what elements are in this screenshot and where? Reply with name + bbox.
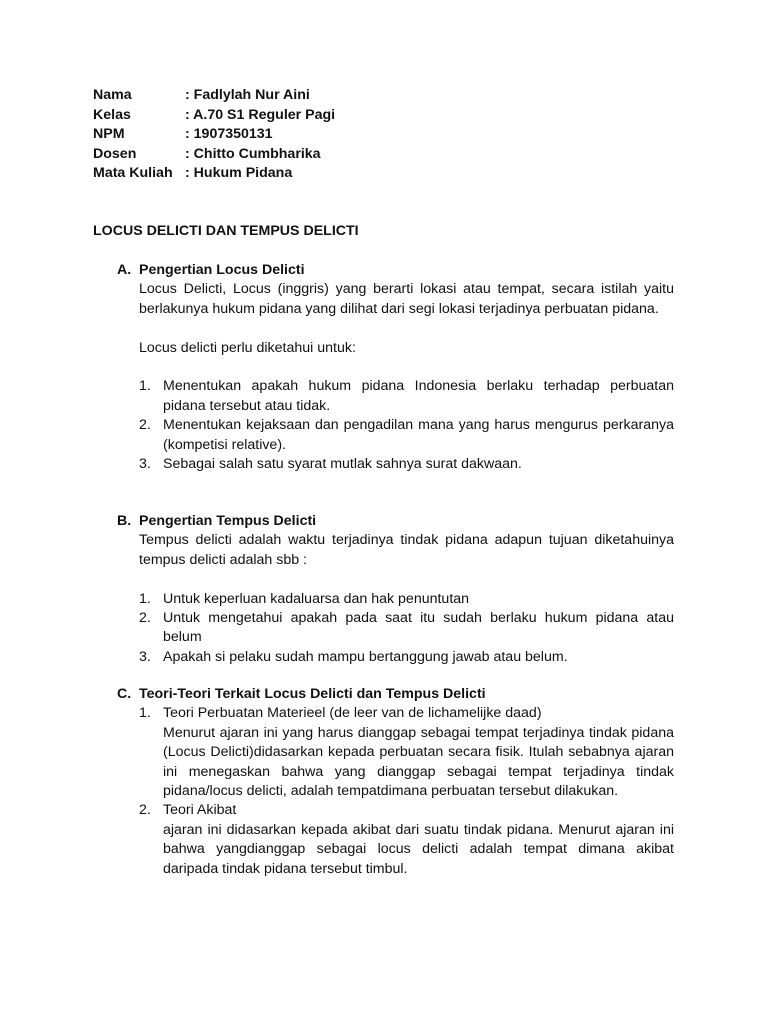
info-label: Nama — [93, 87, 132, 103]
list-text — [163, 704, 674, 801]
section-heading — [117, 261, 674, 280]
info-value: : Chitto Cumbharika — [185, 145, 321, 162]
info-label: Kelas — [93, 106, 131, 123]
section-letter: B. — [117, 513, 132, 529]
info-row-kelas — [93, 106, 335, 126]
section-title: Pengertian Tempus Delicti — [139, 513, 317, 529]
info-value: : Hukum Pidana — [185, 165, 293, 182]
info-value: : 1907350131 — [185, 126, 273, 143]
list-text: Untuk keperluan kadaluarsa dan hak penuntutan — [163, 590, 470, 607]
theory-title: Teori Akibat — [163, 802, 237, 819]
list-number: 1. — [139, 705, 151, 722]
list-item — [139, 377, 674, 416]
list-item — [139, 416, 674, 455]
info-value: : A.70 S1 Reguler Pagi — [185, 106, 336, 123]
info-row-mata-kuliah — [93, 164, 335, 184]
list-number: 2. — [139, 417, 151, 434]
section-a — [117, 261, 674, 474]
section-heading — [117, 685, 674, 704]
student-info-block — [93, 86, 335, 184]
list-text: Menentukan apakah hukum pidana Indonesia berlaku terhadap perbuatan pidana tersebut atau tidak. — [163, 378, 674, 414]
section-letter: C. — [117, 686, 132, 702]
list-text: Menentukan kejaksaan dan pengadilan mana yang harus mengurus perkaranya (kompetisi relative). — [163, 417, 674, 453]
list-number: 3. — [139, 456, 151, 473]
section-letter: A. — [117, 262, 132, 278]
list-number: 1. — [139, 590, 151, 607]
list-number: 3. — [139, 648, 151, 665]
section-paragraph: Locus Delicti, Locus (inggris) yang berarti lokasi atau tempat, secara istilah yaitu berlakunya hukum pidana yang dilihat dari segi lokasi terjadinya perbuatan pidana. — [139, 281, 674, 317]
section-b — [117, 512, 674, 667]
section-heading — [117, 512, 674, 531]
section-title: Teori-Teori Terkait Locus Delicti dan Tempus Delicti — [139, 686, 486, 702]
theory-body: Menurut ajaran ini yang harus dianggap sebagai tempat terjadinya tindak pidana (Locus Delicti)didasarkan kepada perbuatan secara fisik. Itulah sebabnya ajaran ini menegaskan bahwa yang dianggap sebagai tempat terjadinya tindak pidana/locus delicti, adalah tempatdimana perbuatan tersebut dilakukan. — [163, 724, 674, 800]
theory-body: ajaran ini didasarkan kepada akibat dari suatu tindak pidana. Menurut ajaran ini bahwa yangdianggap sebagai locus delicti adalah tempat dimana akibat daripada tindak pidana tersebut timbul. — [163, 821, 674, 877]
list-text — [163, 801, 674, 879]
list-item — [139, 801, 674, 879]
list-number: 2. — [139, 610, 151, 627]
list-item — [139, 590, 674, 609]
info-label: Mata Kuliah — [93, 165, 173, 182]
list-number: 1. — [139, 378, 151, 395]
document-title: LOCUS DELICTI DAN TEMPUS DELICTI — [93, 223, 359, 239]
info-value: : Fadlylah Nur Aini — [185, 87, 310, 103]
theory-title: Teori Perbuatan Materieel (de leer van de lichamelijke daad) — [163, 705, 542, 722]
section-paragraph: Tempus delicti adalah waktu terjadinya tindak pidana adapun tujuan diketahuinya tempus delicti adalah sbb : — [139, 532, 674, 568]
list-number: 2. — [139, 802, 151, 819]
section-title: Pengertian Locus Delicti — [139, 262, 305, 278]
list-intro: Locus delicti perlu diketahui untuk: — [139, 339, 356, 356]
list-text: Untuk mengetahui apakah pada saat itu sudah berlaku hukum pidana atau belum — [163, 610, 674, 646]
info-row-nama — [93, 86, 335, 106]
info-label: NPM — [93, 126, 125, 143]
list-item — [139, 455, 674, 474]
list-text: Sebagai salah satu syarat mutlak sahnya surat dakwaan. — [163, 456, 522, 473]
section-c — [117, 685, 674, 879]
info-row-dosen — [93, 145, 335, 165]
list-item — [139, 648, 674, 667]
list-item — [139, 609, 674, 648]
list-item — [139, 704, 674, 801]
list-text: Apakah si pelaku sudah mampu bertanggung jawab atau belum. — [163, 648, 568, 665]
info-row-npm — [93, 125, 335, 145]
info-label: Dosen — [93, 145, 137, 162]
